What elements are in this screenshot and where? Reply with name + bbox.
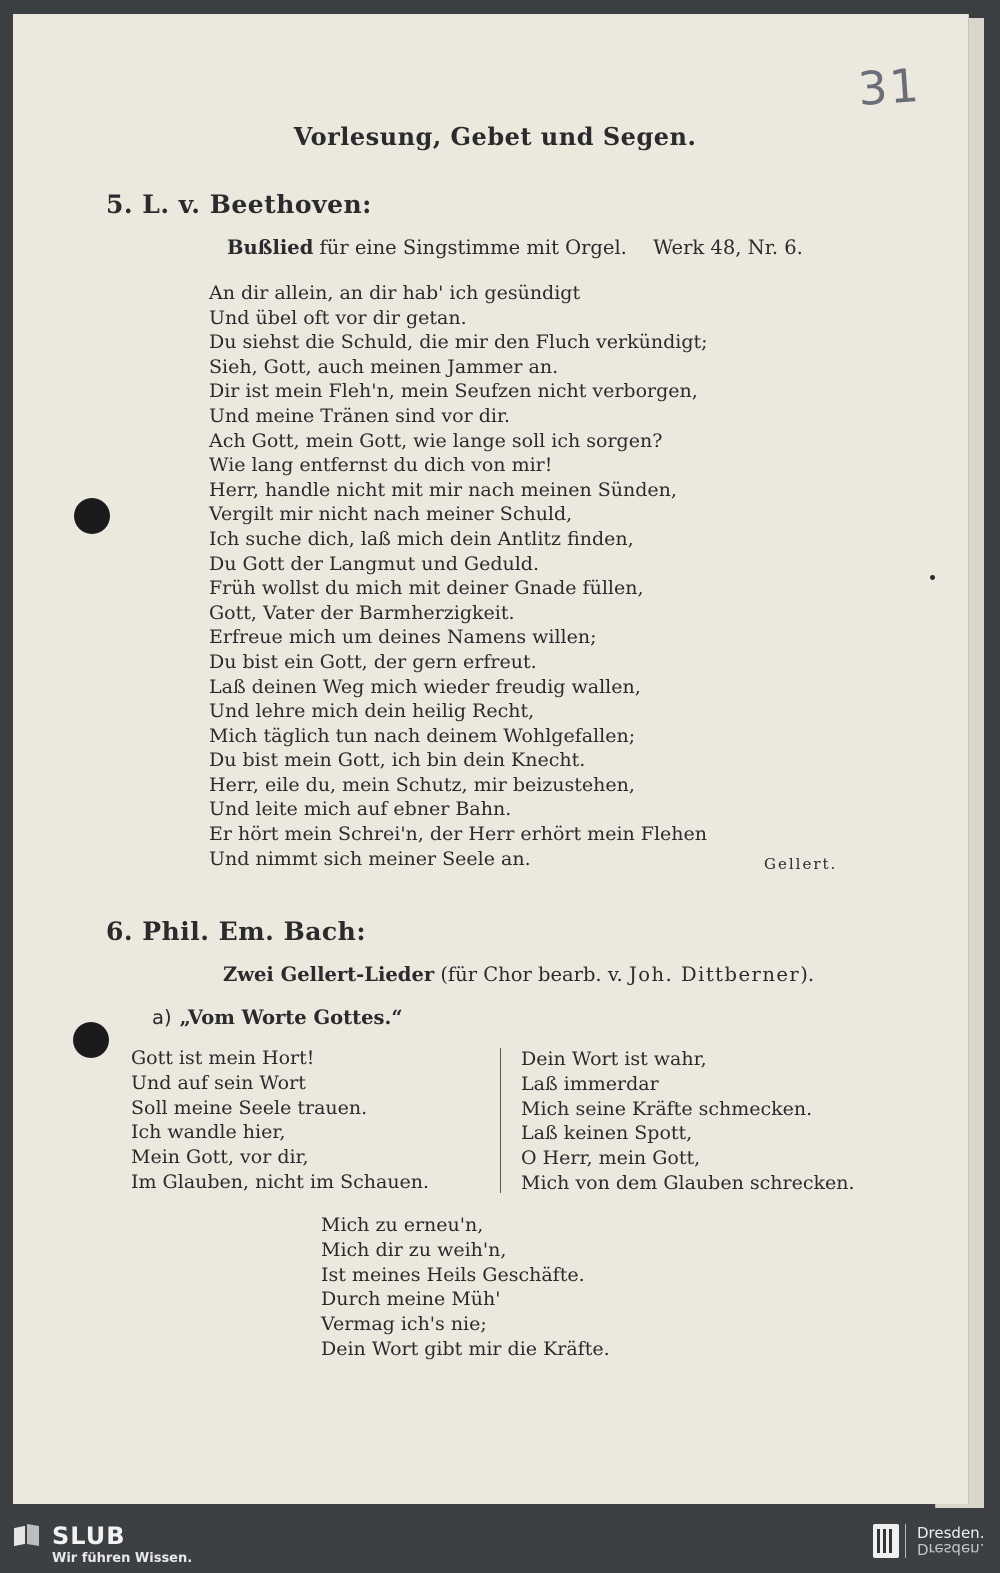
- slub-brand[interactable]: SLUB: [52, 1522, 126, 1550]
- folio-number: 31: [856, 57, 923, 117]
- dresden-wordmark[interactable]: [917, 1526, 984, 1556]
- work-arrangement-open: (für Chor bearb. v.: [440, 963, 623, 986]
- verse-line: Mich dir zu weih'n,: [321, 1238, 507, 1261]
- verse-line: Soll meine Seele trauen.: [131, 1096, 368, 1119]
- verse-line: Wie lang entfernst du dich von mir!: [209, 454, 553, 477]
- dresden-text: Dresden.: [917, 1524, 985, 1542]
- verse-line: O Herr, mein Gott,: [521, 1147, 701, 1170]
- song-a-final-stanza: [321, 1213, 610, 1362]
- work-description: für eine Singstimme mit Orgel.: [319, 236, 627, 259]
- verse-line: Vergilt mir nicht nach meiner Schuld,: [209, 503, 573, 526]
- verse-line: Du bist mein Gott, ich bin dein Knecht.: [209, 749, 586, 772]
- verse-line: Mich seine Kräfte schmecken.: [521, 1097, 813, 1120]
- verse-line: Herr, eile du, mein Schutz, mir beizustehen,: [209, 773, 635, 796]
- work-arranger: Joh. Dittberner: [628, 963, 801, 986]
- verse-line: Ich suche dich, laß mich dein Antlitz finden,: [209, 527, 634, 550]
- verse-line: Und leite mich auf ebner Bahn.: [209, 798, 512, 821]
- section-6-heading: 6. Phil. Em. Bach:: [106, 917, 367, 946]
- work-reference: Werk 48, Nr. 6.: [653, 236, 803, 259]
- verse-line: Laß keinen Spott,: [521, 1122, 693, 1145]
- song-a-title-line: [152, 1006, 403, 1029]
- verse-line: Ist meines Heils Geschäfte.: [321, 1263, 585, 1286]
- verse-line: Laß immerdar: [521, 1072, 659, 1095]
- song-marker: a): [152, 1006, 172, 1029]
- poem-author: Gellert.: [764, 855, 838, 873]
- punch-hole-top: [74, 498, 110, 534]
- verse-line: Er hört mein Schrei'n, der Herr erhört mein Flehen: [209, 823, 708, 846]
- dresden-text-reflection: Dresden.: [917, 1540, 985, 1558]
- song-a-right-stanza: [521, 1047, 855, 1196]
- verse-line: Und auf sein Wort: [131, 1071, 306, 1094]
- verse-line: Mich zu erneu'n,: [321, 1214, 484, 1236]
- verse-line: Mich von dem Glauben schrecken.: [521, 1171, 855, 1194]
- verse-line: Mein Gott, vor dir,: [131, 1146, 309, 1169]
- verse-line: Dir ist mein Fleh'n, mein Seufzen nicht verborgen,: [209, 380, 698, 403]
- dresden-crest-icon[interactable]: [873, 1524, 899, 1558]
- verse-line: Laß deinen Weg mich wieder freudig wallen,: [209, 675, 641, 698]
- verse-line: Herr, handle nicht mit mir nach meinen Sünden,: [209, 478, 677, 501]
- verse-line: An dir allein, an dir hab' ich gesündigt: [209, 282, 581, 304]
- section-6-work-line: [223, 963, 814, 986]
- verse-line: Und nimmt sich meiner Seele an.: [209, 847, 531, 870]
- viewer-footer: [0, 1518, 1000, 1573]
- page-title: Vorlesung, Gebet und Segen.: [293, 122, 697, 151]
- verse-line: Erfreue mich um deines Namens willen;: [209, 626, 597, 649]
- slub-logo-icon[interactable]: [12, 1523, 42, 1549]
- work-title: Bußlied: [227, 236, 314, 259]
- verse-line: Gott, Vater der Barmherzigkeit.: [209, 601, 515, 624]
- verse-line: Du Gott der Langmut und Geduld.: [209, 552, 540, 575]
- verse-line: Ich wandle hier,: [131, 1121, 286, 1144]
- verse-line: Sieh, Gott, auch meinen Jammer an.: [209, 355, 559, 378]
- verse-line: Dein Wort gibt mir die Kräfte.: [321, 1337, 610, 1360]
- stanza-divider: [500, 1048, 501, 1193]
- verse-line: Dein Wort ist wahr,: [521, 1048, 707, 1070]
- verse-line: Und lehre mich dein heilig Recht,: [209, 700, 535, 723]
- section-5-work-line: [227, 236, 803, 259]
- verse-line: Und übel oft vor dir getan.: [209, 306, 467, 329]
- verse-line: Ach Gott, mein Gott, wie lange soll ich sorgen?: [209, 429, 663, 452]
- work-title: Zwei Gellert-Lieder: [223, 963, 435, 986]
- song-a-left-stanza: [131, 1046, 429, 1195]
- verse-line: Gott ist mein Hort!: [131, 1047, 315, 1069]
- verse-line: Früh wollst du mich mit deiner Gnade füllen,: [209, 577, 644, 600]
- logo-separator: [905, 1524, 906, 1558]
- verse-line: Vermag ich's nie;: [321, 1313, 487, 1336]
- verse-line: Und meine Tränen sind vor dir.: [209, 404, 510, 427]
- bußlied-text: [209, 281, 708, 871]
- section-5-heading: 5. L. v. Beethoven:: [106, 190, 372, 219]
- song-title: „Vom Worte Gottes.“: [179, 1006, 403, 1029]
- punch-hole-bottom: [73, 1022, 109, 1058]
- slub-tagline: Wir führen Wissen.: [52, 1551, 193, 1566]
- verse-line: Im Glauben, nicht im Schauen.: [131, 1170, 430, 1193]
- verse-line: Du siehst die Schuld, die mir den Fluch verkündigt;: [209, 331, 708, 354]
- verse-line: Durch meine Müh': [321, 1288, 501, 1311]
- verse-line: Mich täglich tun nach deinem Wohlgefallen;: [209, 724, 636, 747]
- verse-line: Du bist ein Gott, der gern erfreut.: [209, 650, 537, 673]
- paper-speck: [930, 575, 935, 580]
- work-arrangement-close: ).: [800, 963, 815, 986]
